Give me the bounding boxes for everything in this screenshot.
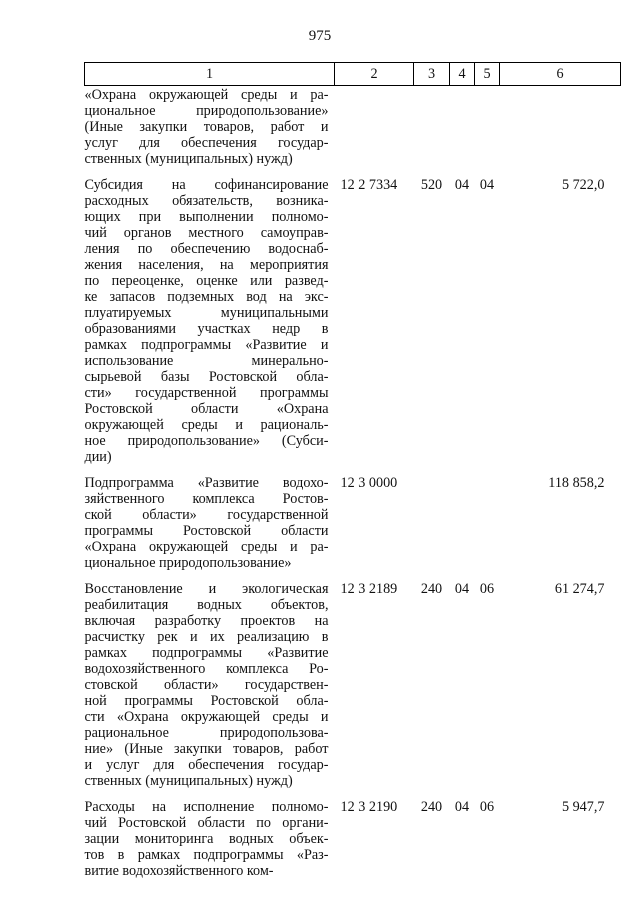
description-line: Расходы на исполнение полномо- [84, 799, 329, 815]
row-expense-type [414, 465, 450, 571]
row-subsection: 06 [479, 581, 495, 597]
row-description [85, 86, 335, 168]
description-line: сти «Охрана окружающей среды и [84, 709, 329, 725]
description-line: тов в рамках подпрограммы «Раз- [84, 847, 329, 863]
description-line: «Охрана окружающей среды и ра- [84, 87, 329, 103]
description-line: расчистку рек и их реализацию в [84, 629, 329, 645]
column-header-4: 4 [450, 63, 475, 86]
row-expense-type: 240 [420, 799, 443, 815]
description-line: «Охрана окружающей среды и ра- [84, 539, 329, 555]
row-subsection [475, 465, 500, 571]
description-line: Подпрограмма «Развитие водохо- [84, 475, 329, 491]
row-amount: 5 722,0 [561, 177, 605, 193]
description-line: зации мониторинга водных объек- [84, 831, 329, 847]
row-target-code: 12 2 7334 [340, 177, 398, 193]
description-line: окружающей среды и рациональ- [84, 417, 329, 433]
row-amount: 118 858,2 [548, 475, 605, 491]
description-line: циональное природопользование» [84, 555, 292, 571]
description-line: Восстановление и экологическая [84, 581, 329, 597]
description-line: Субсидия на софинансирование [84, 177, 329, 193]
description-line: плуатируемых муниципальными [84, 305, 329, 321]
row-section: 04 [454, 799, 470, 815]
row-expense-type: 520 [420, 177, 443, 193]
row-target-code [335, 86, 414, 168]
description-line: реабилитация водных объектов, [84, 597, 329, 613]
description-line: витие водохозяйственного ком- [84, 863, 274, 879]
description-line: рамках подпрограммы «Развитие [84, 645, 329, 661]
description-line: ственных (муниципальных) нужд) [84, 151, 293, 167]
row-amount: 61 274,7 [554, 581, 605, 597]
row-description [85, 167, 335, 465]
row-target-code: 12 3 2189 [340, 581, 398, 597]
description-line: программы Ростовской области [84, 523, 329, 539]
row-amount [500, 86, 621, 168]
page-number: 975 [308, 28, 332, 44]
row-subsection [475, 86, 500, 168]
table-row [85, 167, 621, 465]
description-line: ственных (муниципальных) нужд) [84, 773, 293, 789]
description-line: образованиями участках недр в [84, 321, 329, 337]
row-description [85, 789, 335, 879]
table-row [85, 465, 621, 571]
row-section: 04 [454, 177, 470, 193]
column-header-2: 2 [335, 63, 414, 86]
table-body [85, 86, 621, 880]
row-amount: 5 947,7 [561, 799, 605, 815]
table-row [85, 86, 621, 168]
row-subsection: 06 [479, 799, 495, 815]
column-header-3: 3 [414, 63, 450, 86]
description-line: по переоценке, оценке или развед- [84, 273, 329, 289]
table-row [85, 789, 621, 879]
table-header-row [85, 63, 621, 86]
description-line: сырьевой базы Ростовской обла- [84, 369, 329, 385]
column-header-6: 6 [500, 63, 621, 86]
row-section [450, 86, 475, 168]
description-line: дии) [84, 449, 112, 465]
column-header-5: 5 [475, 63, 500, 86]
description-line: (Иные закупки товаров, работ и [84, 119, 329, 135]
description-line: жения населения, на мероприятия [84, 257, 329, 273]
description-line: расходных обязательств, возника- [84, 193, 329, 209]
row-section: 04 [454, 581, 470, 597]
description-line: Ростовской области «Охрана [84, 401, 329, 417]
description-line: сти» государственной программы [84, 385, 329, 401]
description-line: рамках подпрограммы «Развитие и [84, 337, 329, 353]
description-line: включая разработку проектов на [84, 613, 329, 629]
description-line: водохозяйственного комплекса Ро- [84, 661, 329, 677]
description-line: ления по обеспечению водоснаб- [84, 241, 329, 257]
column-header-1: 1 [85, 63, 335, 86]
row-section [450, 465, 475, 571]
description-line: услуг для обеспечения государ- [84, 135, 329, 151]
description-line: чий органов местного самоуправ- [84, 225, 329, 241]
row-expense-type [414, 86, 450, 168]
description-line: чий Ростовской области по органи- [84, 815, 329, 831]
description-line: ской области» государственной [84, 507, 329, 523]
row-subsection: 04 [479, 177, 495, 193]
row-description [85, 465, 335, 571]
row-description [85, 571, 335, 789]
description-line: и услуг для обеспечения государ- [84, 757, 329, 773]
row-target-code: 12 3 2190 [340, 799, 398, 815]
description-line: ке запасов подземных вод на экс- [84, 289, 329, 305]
description-line: рациональное природопользова- [84, 725, 329, 741]
description-line: циональное природопользование» [84, 103, 329, 119]
description-line: стовской области» государствен- [84, 677, 329, 693]
description-line: зяйственного комплекса Ростов- [84, 491, 329, 507]
description-line: ной программы Ростовской обла- [84, 693, 329, 709]
table-row [85, 571, 621, 789]
description-line: использование минерально- [84, 353, 329, 369]
row-target-code: 12 3 0000 [340, 475, 398, 491]
description-line: ние» (Иные закупки товаров, работ [84, 741, 329, 757]
budget-table [84, 62, 621, 879]
row-expense-type: 240 [420, 581, 443, 597]
description-line: ющих при выполнении полномо- [84, 209, 329, 225]
description-line: ное природопользование» (Субси- [84, 433, 329, 449]
